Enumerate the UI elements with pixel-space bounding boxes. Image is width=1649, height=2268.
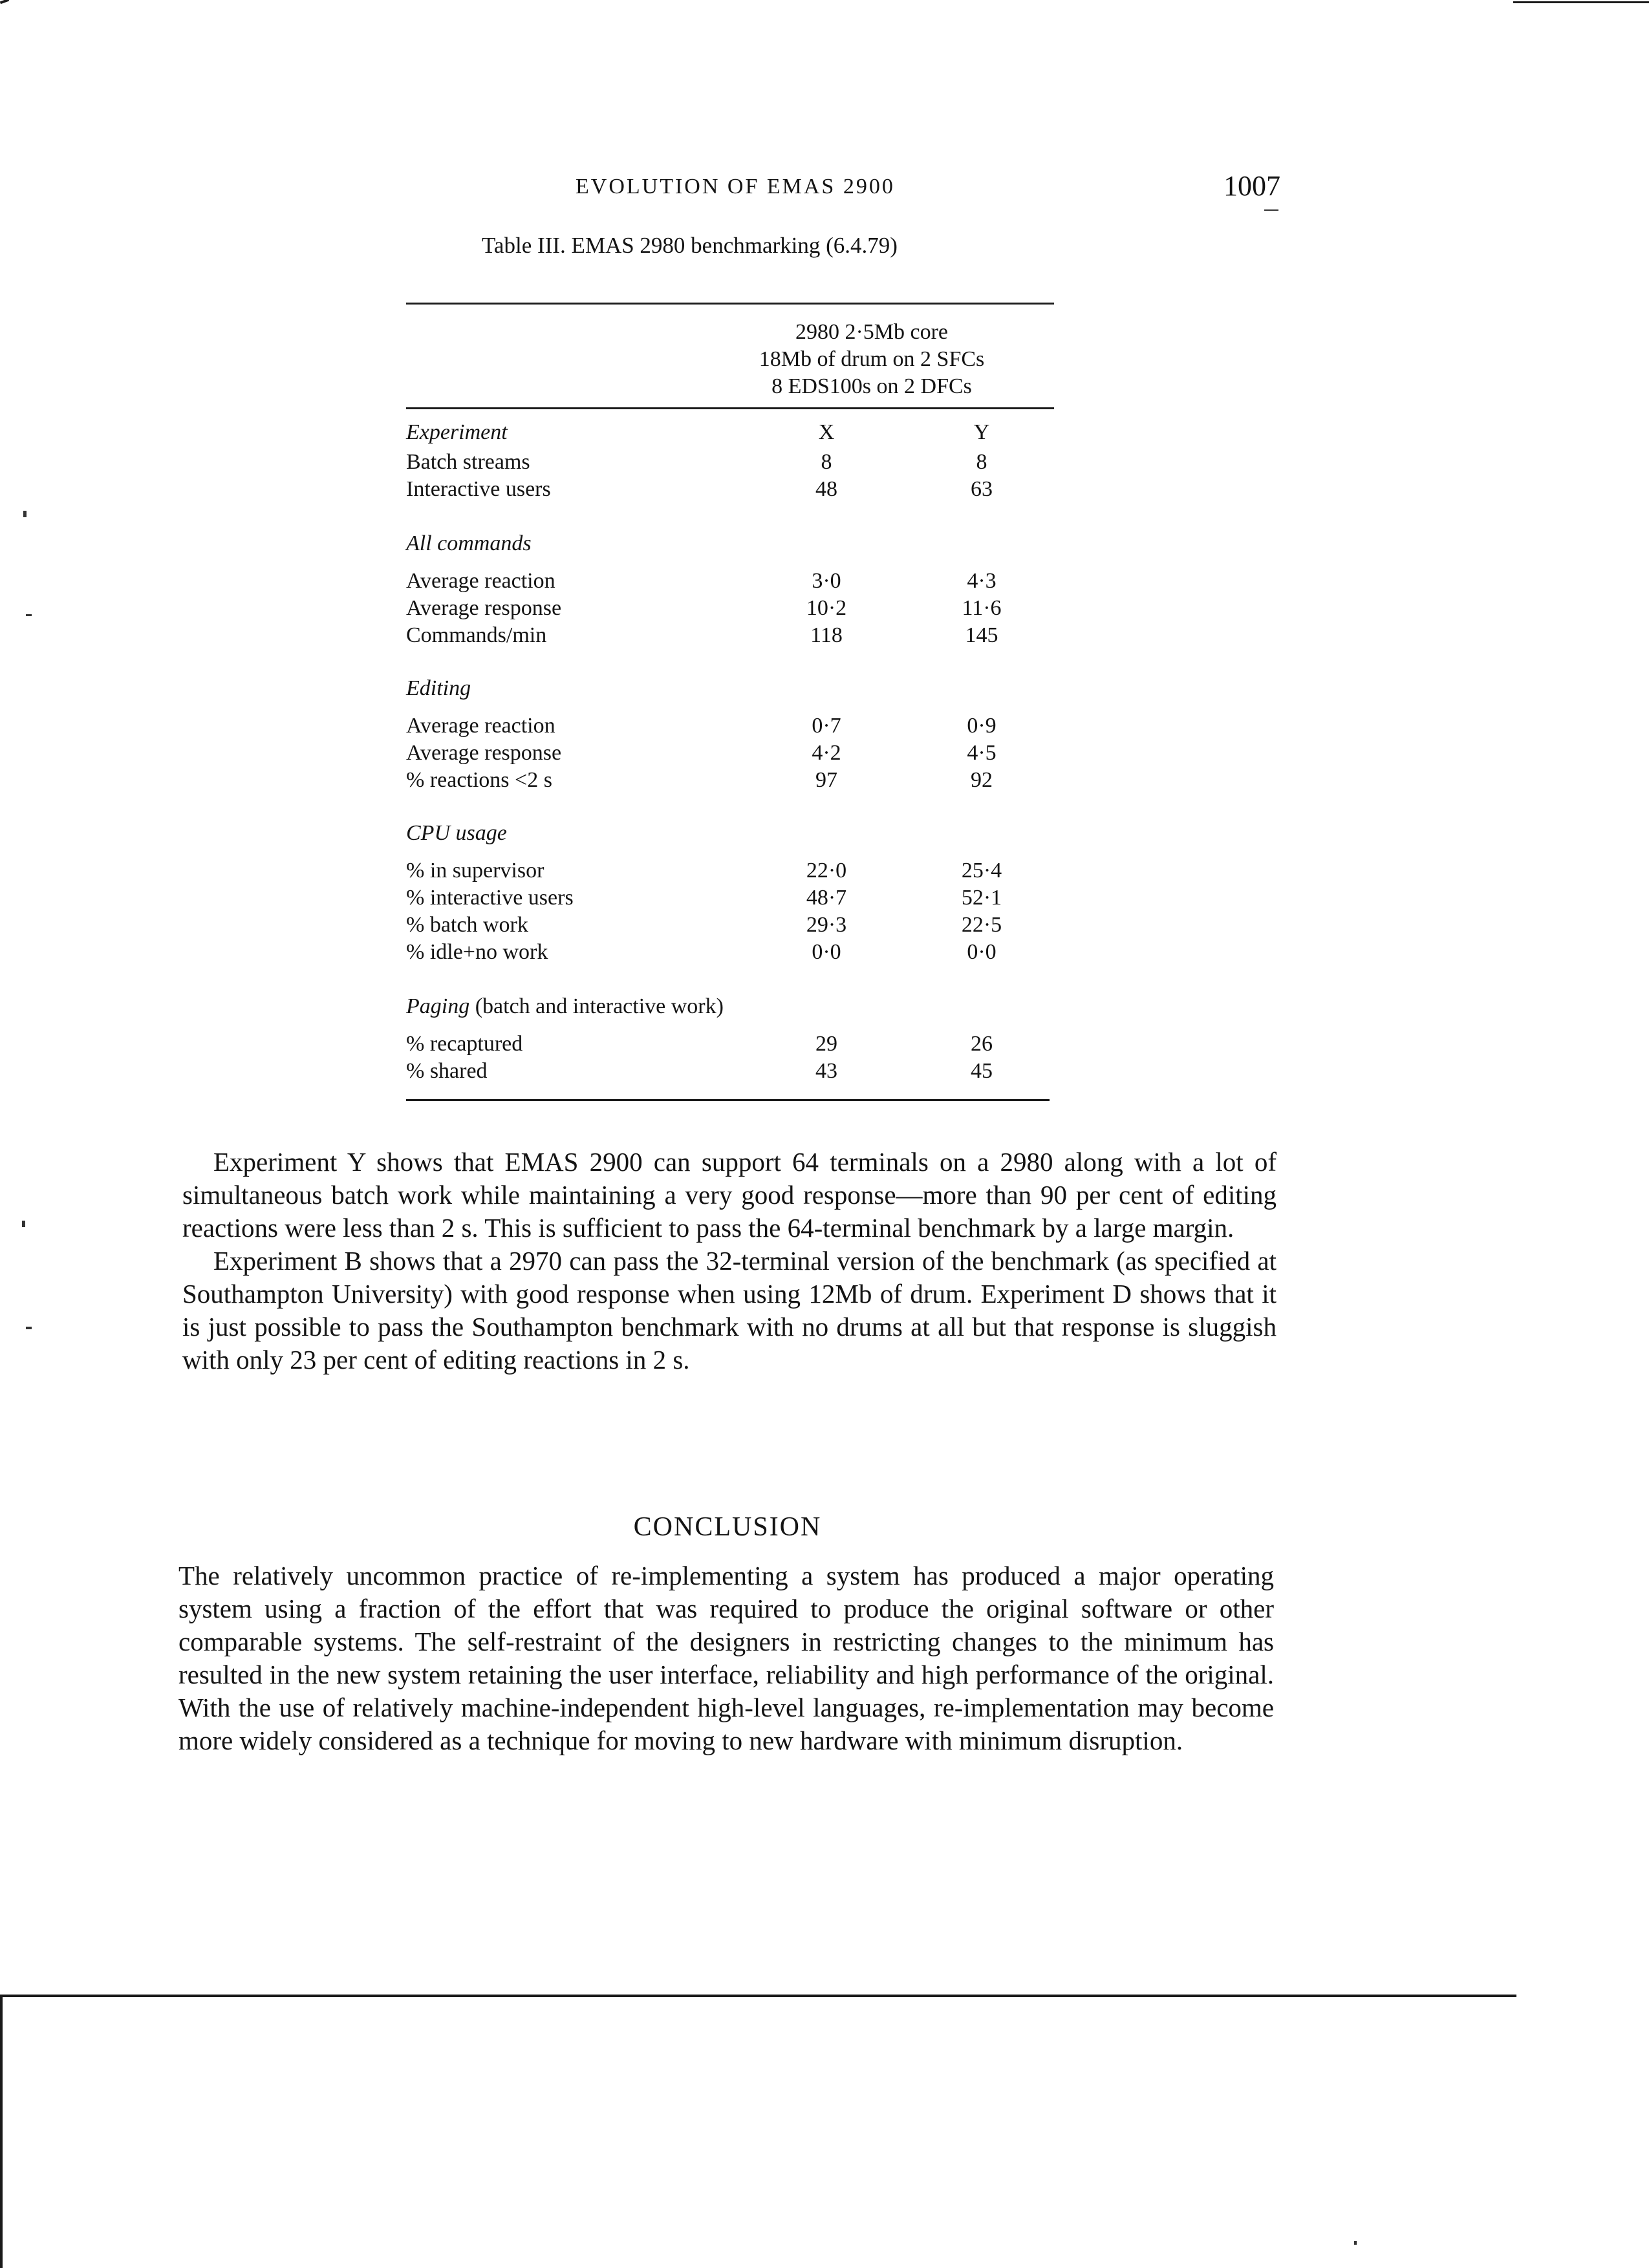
conclusion-paragraph: [178, 1559, 1274, 1757]
table-row: Average response 10·2 11·6: [406, 596, 1002, 620]
section-heading-cpu-usage: CPU usage: [406, 821, 507, 845]
table-row: Interactive users 48 63: [406, 477, 993, 501]
table-row: Average response 4·2 4·5: [406, 741, 997, 765]
experiment-label: Experiment: [406, 420, 508, 444]
table-top-rule: [406, 303, 1054, 305]
scan-speck: [26, 614, 32, 616]
page-left-edge: [0, 1995, 3, 2268]
table-row: % shared 43 45: [406, 1059, 993, 1083]
scan-edge-rule: [1513, 1, 1649, 3]
config-line-3: 8 EDS100s on 2 DFCs: [771, 374, 972, 398]
scan-speck: [1354, 2241, 1357, 2245]
scan-speck: [22, 1221, 25, 1227]
table-row: Average reaction 3·0 4·3: [406, 569, 997, 593]
section-heading-editing: Editing: [406, 676, 471, 700]
table-row: Commands/min 118 145: [406, 623, 998, 647]
table-row: Batch streams 8 8: [406, 450, 987, 474]
section-heading-paging: Paging (batch and interactive work): [406, 994, 724, 1018]
table-caption-text: Table III. EMAS 2980 benchmarking (6.4.79): [482, 233, 898, 258]
page-number-underline: [1264, 209, 1278, 211]
table-row: % in supervisor 22·0 25·4: [406, 859, 1002, 883]
results-paragraphs: [182, 1146, 1277, 1376]
table-row: % reactions <2 s 97 92: [406, 768, 993, 792]
config-line-1: 2980 2·5Mb core: [795, 320, 949, 344]
table-row: Average reaction 0·7 0·9: [406, 714, 997, 738]
page-bottom-rule: [0, 1995, 1516, 1997]
table-row: % recaptured 29 26: [406, 1032, 993, 1056]
scan-speck: [23, 511, 27, 517]
section-heading-all-commands: All commands: [406, 531, 532, 555]
table-row: % interactive users 48·7 52·1: [406, 886, 1002, 910]
scan-corner-mark: [0, 0, 9, 4]
conclusion-text: The relatively uncommon practice of re-implementing a system has produced a major operating system using a fraction of the effort that was required to produce the original software or other comparable systems. The self-restraint of the designers in restricting changes to the minimum has resulted in the new system retaining the user interface, reliability and high performance of the original. With the use of relatively machine-independent high-level languages, re-implementation may become more widely considered as a technique for moving to new hardware with minimum disruption.: [178, 1561, 1274, 1755]
scan-speck: [26, 1327, 32, 1329]
table-header-row: [406, 420, 1054, 449]
conclusion-heading: CONCLUSION: [633, 1512, 822, 1542]
table-header-rule: [406, 407, 1054, 409]
column-x: X: [818, 420, 835, 444]
paragraph-experiment-y: Experiment Y shows that EMAS 2900 can support 64 terminals on a 2980 along with a lot of simultaneous batch work while maintaining a very good response—more than 90 per cent of editing reactions were less than 2 s. This is sufficient to pass the 64-terminal benchmark by a large margin.: [182, 1147, 1277, 1243]
page-number: 1007: [1223, 170, 1280, 202]
table-bottom-rule: [406, 1099, 1050, 1101]
column-y: Y: [973, 420, 990, 444]
table-row: % idle+no work 0·0 0·0: [406, 940, 997, 964]
running-head: [0, 169, 1649, 208]
running-title: EVOLUTION OF EMAS 2900: [576, 175, 895, 198]
config-line-2: 18Mb of drum on 2 SFCs: [759, 347, 985, 371]
paragraph-experiment-b: Experiment B shows that a 2970 can pass the 32-terminal version of the benchmark (as specified at Southampton University) with good response when using 12Mb of drum. Experiment D shows that it is just possible to pass the Southampton benchmark with no drums at all but that response is sluggish with only 23 per cent of editing reactions in 2 s.: [182, 1246, 1277, 1375]
section-heading-paging-suffix: (batch and interactive work): [469, 994, 724, 1018]
table-row: % batch work 29·3 22·5: [406, 913, 1002, 937]
